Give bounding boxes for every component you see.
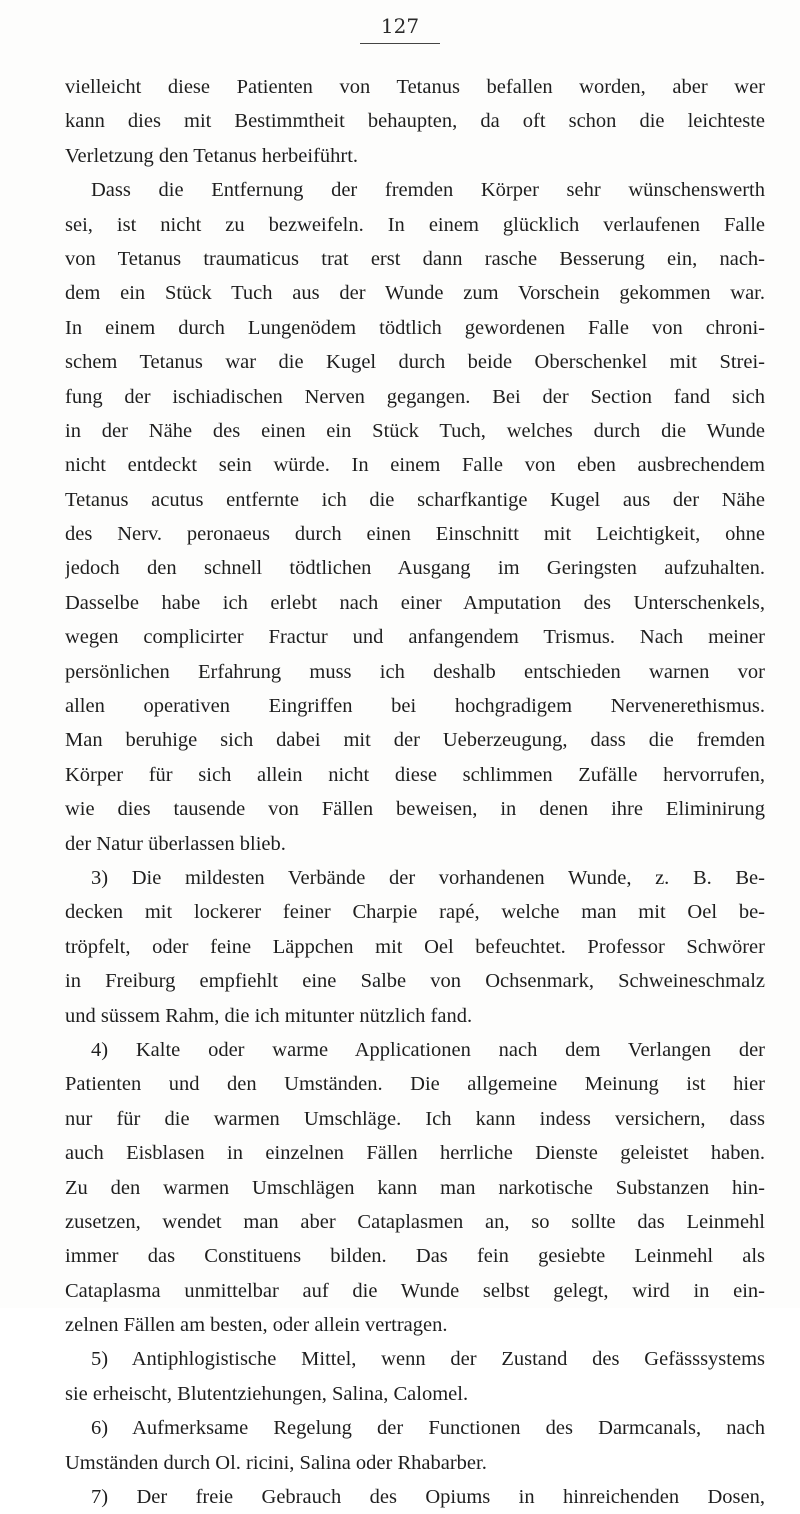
text-line: wie dies tausende von Fällen beweisen, in denen ihre Eliminirung [65,798,765,821]
text-line: wegen complicirter Fractur und anfangendem Trismus. Nach meiner [65,626,765,649]
text-line: schem Tetanus war die Kugel durch beide Oberschenkel mit Strei- [65,351,765,374]
text-line: kann dies mit Bestimmtheit behaupten, da oft schon die leichteste [65,110,765,133]
text-line: 7) Der freie Gebrauch des Opiums in hinreichenden Dosen, [91,1486,765,1509]
text-line: 5) Antiphlogistische Mittel, wenn der Zustand des Gefässsystems [91,1348,765,1371]
text-line: Tetanus acutus entfernte ich die scharfkantige Kugel aus der Nähe [65,488,765,511]
text-line: und süssem Rahm, die ich mitunter nützlich fand. [65,1004,473,1027]
text-line: Man beruhige sich dabei mit der Ueberzeugung, dass die fremden [65,729,765,752]
text-line: sei, ist nicht zu bezweifeln. In einem glücklich verlaufenen Falle [65,213,765,236]
text-line: dem ein Stück Tuch aus der Wunde zum Vorschein gekommen war. [65,282,765,305]
text-line: 6) Aufmerksame Regelung der Functionen des Darmcanals, nach [91,1417,765,1440]
text-line: jedoch den schnell tödtlichen Ausgang im Geringsten aufzuhalten. [65,557,765,580]
text-line: allen operativen Eingriffen bei hochgradigem Nervenerethismus. [65,695,765,718]
text-line: nicht entdeckt sein würde. In einem Falle von eben ausbrechendem [65,454,765,477]
text-line: in Freiburg empfiehlt eine Salbe von Ochsenmark, Schweineschmalz [65,970,765,993]
text-line: nur für die warmen Umschläge. Ich kann indess versichern, dass [65,1107,765,1130]
text-line: 4) Kalte oder warme Applicationen nach dem Verlangen der [91,1038,765,1061]
text-line: zusetzen, wendet man aber Cataplasmen an, so sollte das Leinmehl [65,1210,765,1233]
text-line: der Natur überlassen blieb. [65,832,286,855]
text-line: vielleicht diese Patienten von Tetanus befallen worden, aber wer [65,76,765,98]
text-line: Dass die Entfernung der fremden Körper sehr wünschenswerth [91,179,765,202]
page-number-underline [360,43,440,44]
text-line: zelnen Fällen am besten, oder allein vertragen. [65,1314,448,1337]
text-line: decken mit lockerer feiner Charpie rapé, welche man mit Oel be- [65,901,765,924]
text-line: fung der ischiadischen Nerven gegangen. Bei der Section fand sich [65,385,765,408]
text-line: Verletzung den Tetanus herbeiführt. [65,144,359,167]
text-line: Zu den warmen Umschlägen kann man narkotische Substanzen hin- [65,1176,765,1199]
text-line: Dasselbe habe ich erlebt nach einer Amputation des Unterschenkels, [65,591,765,614]
body-text [65,70,765,1514]
text-line: Patienten und den Umständen. Die allgemeine Meinung ist hier [65,1073,765,1096]
text-line: persönlichen Erfahrung muss ich deshalb entschieden warnen vor [65,660,765,683]
page-number: 127 [380,14,420,38]
text-line: tröpfelt, oder feine Läppchen mit Oel befeuchtet. Professor Schwörer [65,935,765,958]
text-line: von Tetanus traumaticus trat erst dann rasche Besserung ein, nach- [65,247,765,270]
text-line: Umständen durch Ol. ricini, Salina oder Rhabarber. [65,1451,487,1474]
text-line: auch Eisblasen in einzelnen Fällen herrliche Dienste geleistet haben. [65,1142,765,1165]
text-line: in der Nähe des einen ein Stück Tuch, welches durch die Wunde [65,419,765,442]
text-line: immer das Constituens bilden. Das fein gesiebte Leinmehl als [65,1245,765,1268]
text-line: Körper für sich allein nicht diese schlimmen Zufälle hervorrufen, [65,763,765,786]
text-line: des Nerv. peronaeus durch einen Einschnitt mit Leichtigkeit, ohne [65,523,765,546]
text-line: sie erheischt, Blutentziehungen, Salina, Calomel. [65,1382,469,1405]
text-line: In einem durch Lungenödem tödtlich gewordenen Falle von chroni- [65,316,765,339]
text-line: 3) Die mildesten Verbände der vorhandenen Wunde, z. B. Be- [91,866,765,889]
text-line: Cataplasma unmittelbar auf die Wunde selbst gelegt, wird in ein- [65,1279,765,1302]
